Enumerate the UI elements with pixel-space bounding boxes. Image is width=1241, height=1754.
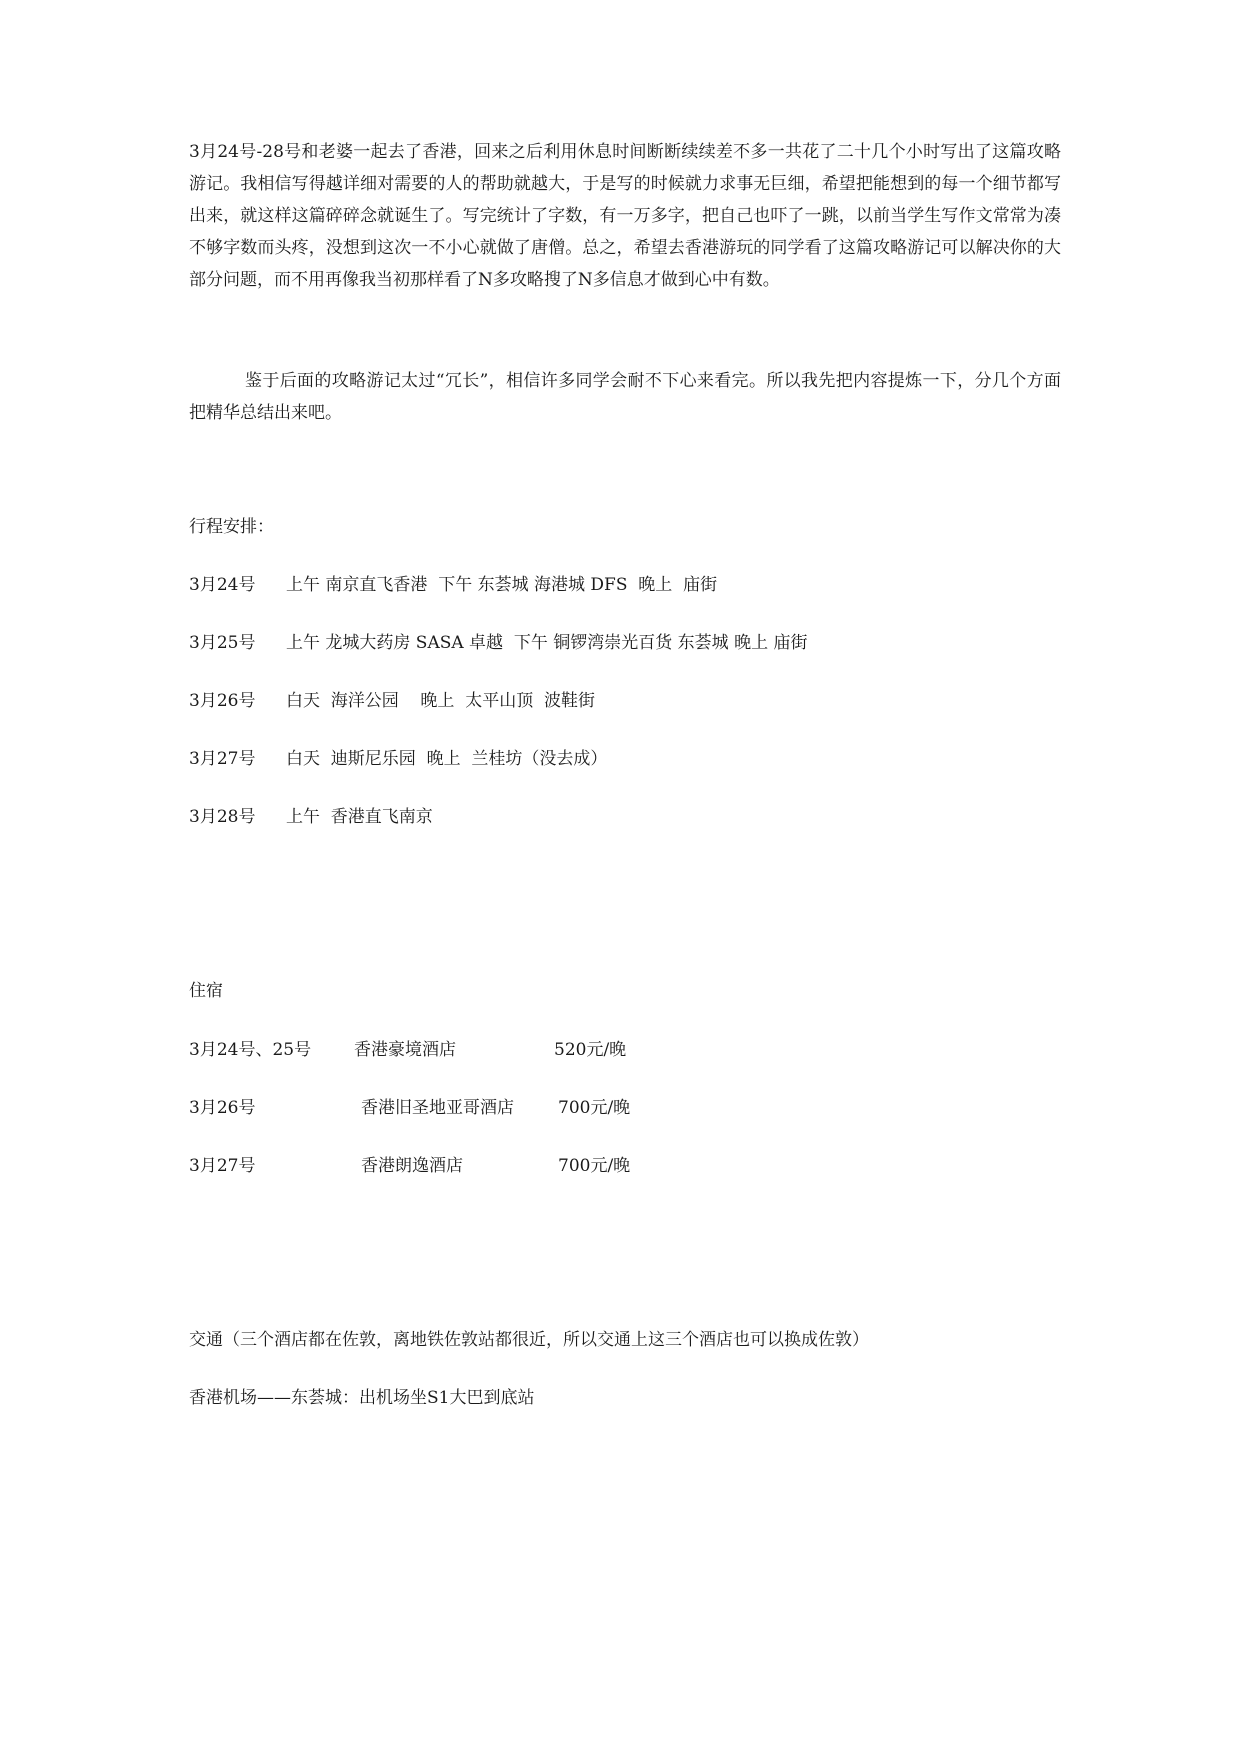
itinerary-date: 3月24号 [189,575,256,595]
stay-date: 3月26号 [189,1098,256,1118]
stay-price: 700元/晚 [558,1098,631,1118]
stay-hotel: 香港旧圣地亚哥酒店 [361,1098,514,1118]
accommodation-row [189,1097,631,1119]
itinerary-plan: 上午 龙城大药房 SASA 卓越 下午 铜锣湾崇光百货 东荟城 晚上 庙街 [286,633,808,653]
itinerary-row [189,806,433,828]
accommodation-row [189,1039,627,1061]
itinerary-row [189,690,596,712]
itinerary-plan: 上午 南京直飞香港 下午 东荟城 海港城 DFS 晚上 庙街 [286,575,718,595]
itinerary-date: 3月27号 [189,749,256,769]
itinerary-row [189,574,718,596]
intro-paragraph: 3月24号-28号和老婆一起去了香港，回来之后利用休息时间断断续续差不多一共花了二十几个小时写出了这篇攻略游记。我相信写得越详细对需要的人的帮助就越大，于是写的时候就力求事无巨细，希望把能想到的每一个细节都写出来，就这样这篇碎碎念就诞生了。写完统计了字数，有一万多字，把自己也吓了一跳，以前当学生写作文常常为凑不够字数而头疼，没想到这次一不小心就做了唐僧。总之，希望去香港游玩的同学看了这篇攻略游记可以解决你的大部分问题，而不用再像我当初那样看了N多攻略搜了N多信息才做到心中有数。 [189,142,1061,290]
itinerary-date: 3月28号 [189,807,256,827]
itinerary-heading: 行程安排： [189,517,274,537]
accommodation-heading: 住宿 [189,981,223,1001]
itinerary-plan: 白天 海洋公园 晚上 太平山顶 波鞋街 [286,691,596,711]
itinerary-row [189,748,608,770]
summary-paragraph: 鉴于后面的攻略游记太过“冗长”，相信许多同学会耐不下心来看完。所以我先把内容提炼一下，分几个方面把精华总结出来吧。 [189,371,1061,423]
stay-date: 3月27号 [189,1156,256,1176]
itinerary-plan: 白天 迪斯尼乐园 晚上 兰桂坊（没去成） [286,749,608,769]
stay-hotel: 香港朗逸酒店 [361,1156,463,1176]
stay-price: 700元/晚 [558,1156,631,1176]
stay-hotel: 香港豪境酒店 [354,1040,456,1060]
stay-price: 520元/晚 [554,1040,627,1060]
itinerary-date: 3月25号 [189,633,256,653]
itinerary-plan: 上午 香港直飞南京 [286,807,433,827]
itinerary-date: 3月26号 [189,691,256,711]
itinerary-row [189,632,808,654]
transport-route: 香港机场——东荟城：出机场坐S1大巴到底站 [189,1388,535,1408]
transport-heading: 交通（三个酒店都在佐敦，离地铁佐敦站都很近，所以交通上这三个酒店也可以换成佐敦） [189,1330,869,1350]
accommodation-row [189,1155,631,1177]
stay-date: 3月24号、25号 [189,1040,312,1060]
